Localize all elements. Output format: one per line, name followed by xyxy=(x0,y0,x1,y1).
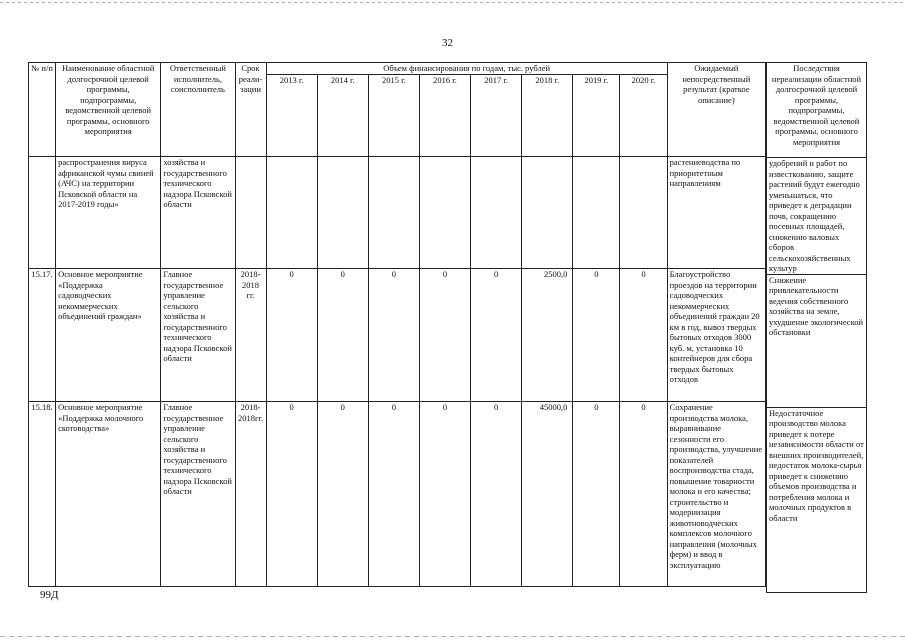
row-value: 0 xyxy=(368,269,419,402)
row-value: 45000,0 xyxy=(522,402,573,587)
row-value: 0 xyxy=(419,402,470,587)
header-year: 2013 г. xyxy=(266,75,317,157)
row-name: распространения вируса африканской чумы свиней (АЧС) на территории Псковской области на 2017-2019 годы» xyxy=(56,157,161,269)
header-year: 2019 г. xyxy=(573,75,620,157)
row-name: Основное мероприятие «Поддержка молочного скотоводства» xyxy=(56,402,161,587)
row-term xyxy=(235,157,266,269)
row-value: 0 xyxy=(368,402,419,587)
row-value xyxy=(368,157,419,269)
row-consequences: удобрений и работ по известкованию, защите растений будут ежегодно уменьшаться, что приведет к деградации почв, сокращению посевных площадей, снижению валовых сборов сельскохозяйственных культур xyxy=(767,158,867,275)
row-value: 0 xyxy=(471,269,522,402)
row-value xyxy=(419,157,470,269)
row-term: 2018-2018гг. xyxy=(235,402,266,587)
header-expected: Ожидаемый непосредственный результат (краткое описание) xyxy=(667,63,765,157)
row-consequences: Недостаточное производство молока приведет к потере независимости области от внешних производителей, недостаток молока-сырья приведет к снижению объемов производства и потребления молока и молочных продуктов в области xyxy=(767,407,867,592)
row-expected: растениеводства по приоритетным направлениям xyxy=(667,157,765,269)
row-expected: Сохранение производства молока, выравнивание сезонности его производства, улучшение показателей воспроизводства стада, повышение товарности молока и его качества; строительство и модернизация животноводческих комплексов молочного направления (молочных ферм) и ввод в эксплуатацию xyxy=(667,402,765,587)
row-term: 2018-2018 гг. xyxy=(235,269,266,402)
header-name: Наименование областной долгосрочной целевой программы, подпрограммы, ведомственной целевой программы, основного мероприятия xyxy=(56,63,161,157)
row-num: 15.17. xyxy=(29,269,56,402)
header-year: 2018 г. xyxy=(522,75,573,157)
row-value: 0 xyxy=(317,402,368,587)
header-year: 2020 г. xyxy=(620,75,667,157)
consequences-column xyxy=(766,62,867,593)
row-value: 0 xyxy=(266,269,317,402)
row-expected: Благоустройство проездов на территории садоводческих некоммерческих объединений граждан 20 км в год, вывоз твердых бытовых отходов 3000 куб. м, установка 10 контейнеров для сбора твердых бытовых отходов xyxy=(667,269,765,402)
row-value xyxy=(620,157,667,269)
row-value xyxy=(522,157,573,269)
scan-edge-top xyxy=(0,2,905,3)
header-year: 2015 г. xyxy=(368,75,419,157)
row-value: 0 xyxy=(620,402,667,587)
row-value xyxy=(266,157,317,269)
header-year: 2017 г. xyxy=(471,75,522,157)
row-value: 0 xyxy=(419,269,470,402)
table-row xyxy=(767,274,867,407)
scan-edge-bottom xyxy=(0,636,905,637)
footer-code: 99Д xyxy=(40,589,59,601)
page-number: 32 xyxy=(442,37,453,49)
row-num: 15.18. xyxy=(29,402,56,587)
header-num: № п/п xyxy=(29,63,56,157)
header-funding: Объем финансирования по годам, тыс. рублей xyxy=(266,63,667,75)
row-consequences: Снижение привлекательности ведения собственного хозяйства на земле, ухудшение экологической обстановки xyxy=(767,274,867,407)
row-value: 0 xyxy=(620,269,667,402)
row-executor: хозяйства и государственного технического надзора Псковской области xyxy=(161,157,235,269)
row-value: 2500,0 xyxy=(522,269,573,402)
row-value: 0 xyxy=(471,402,522,587)
row-value: 0 xyxy=(266,402,317,587)
row-num xyxy=(29,157,56,269)
row-value xyxy=(317,157,368,269)
header-executor: Ответственный исполнитель, соисполнитель xyxy=(161,63,235,157)
header-term: Срок реали-зации xyxy=(235,63,266,157)
row-value xyxy=(573,157,620,269)
row-value: 0 xyxy=(573,402,620,587)
table-row xyxy=(29,402,766,587)
row-value: 0 xyxy=(573,269,620,402)
header-consequences: Последствия нереализации областной долгосрочной целевой программы, подпрограммы, ведомственной целевой программы, основного мероприятия xyxy=(767,63,867,158)
table-row xyxy=(29,269,766,402)
table-header xyxy=(29,63,766,157)
table-row xyxy=(29,157,766,269)
program-table xyxy=(28,62,766,587)
header-year: 2016 г. xyxy=(419,75,470,157)
row-executor: Главное государственное управление сельского хозяйства и государственного технического надзора Псковской области xyxy=(161,402,235,587)
table-row xyxy=(767,407,867,592)
row-name: Основное мероприятие «Поддержка садоводческих некоммерческих объединений граждан» xyxy=(56,269,161,402)
header-year: 2014 г. xyxy=(317,75,368,157)
row-value: 0 xyxy=(317,269,368,402)
row-executor: Главное государственное управление сельского хозяйства и государственного технического надзора Псковской области xyxy=(161,269,235,402)
table-row xyxy=(767,158,867,275)
row-value xyxy=(471,157,522,269)
